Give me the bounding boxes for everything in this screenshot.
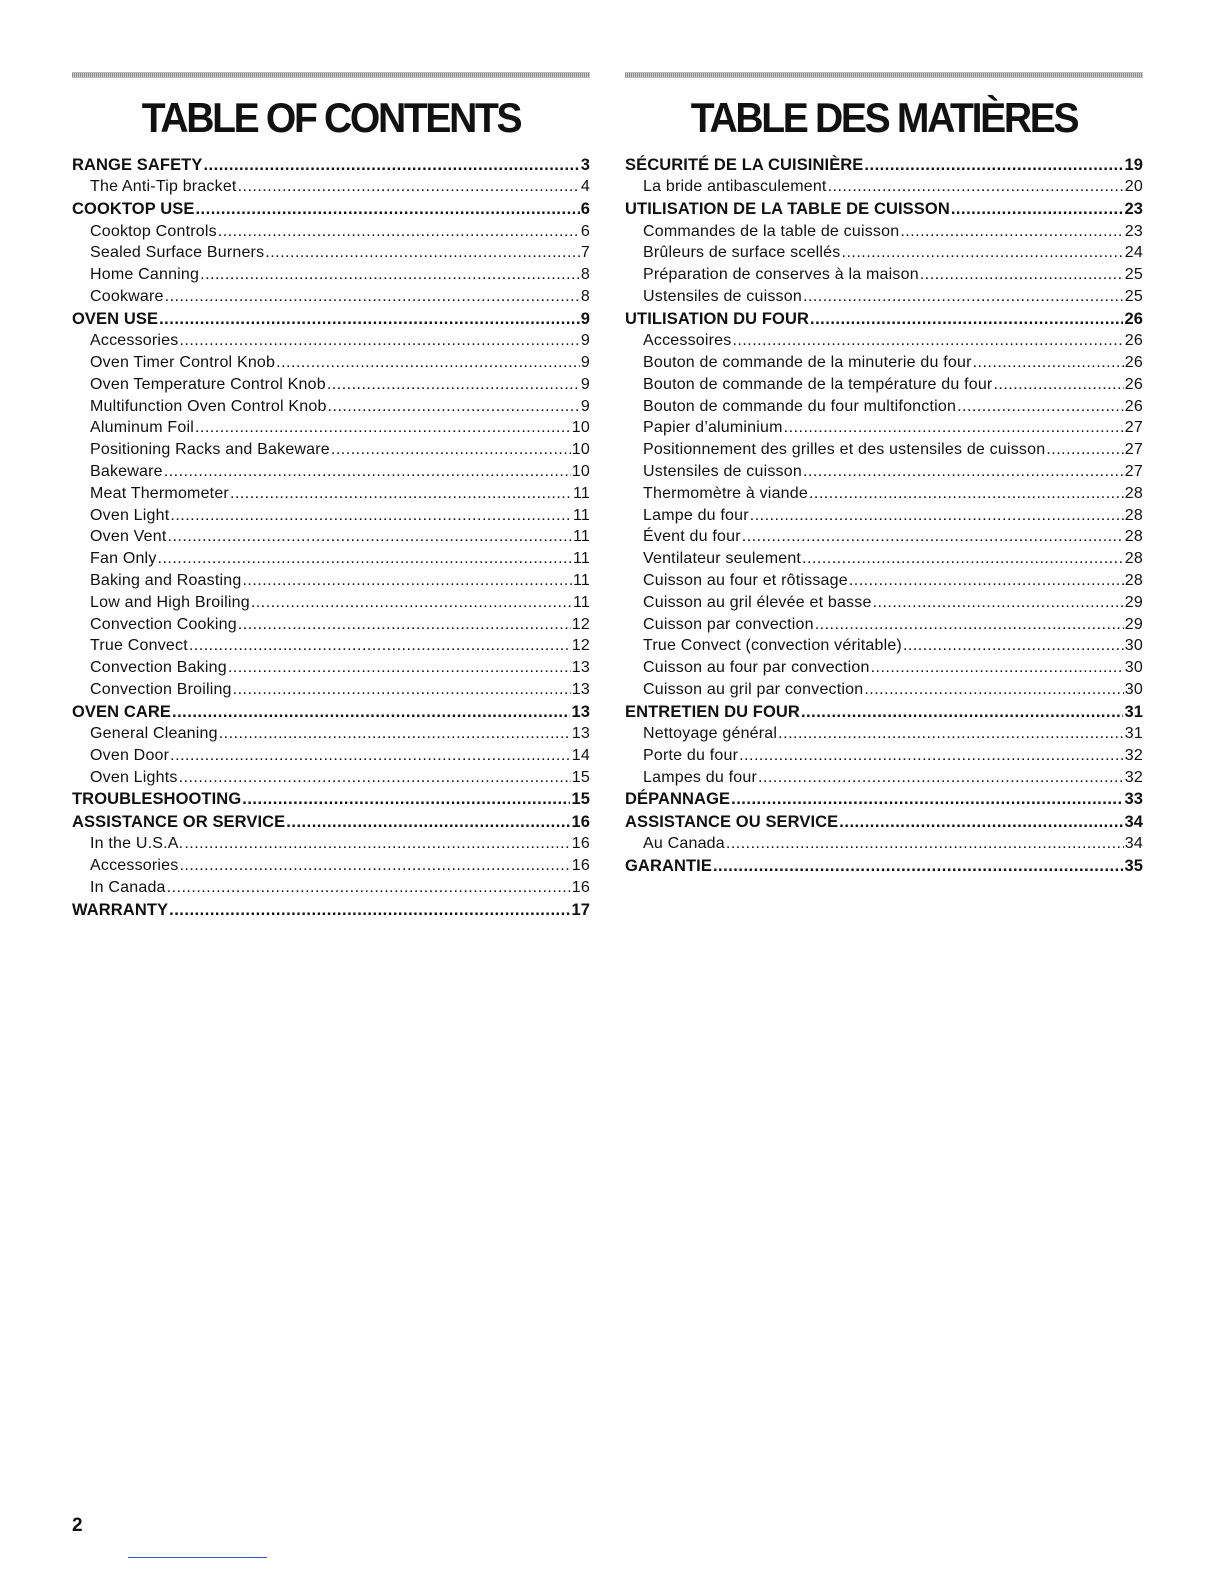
dot-leader: [233, 679, 571, 701]
toc-entry-page: 9: [580, 397, 590, 415]
toc-entry-page: 13: [571, 725, 590, 743]
dot-leader: [169, 899, 570, 921]
toc-entry-label: Convection Cooking: [90, 615, 237, 633]
toc-subsection-entry[interactable]: [625, 526, 1143, 548]
toc-entry-label: RANGE SAFETY: [72, 156, 203, 174]
dot-leader: [172, 701, 570, 723]
toc-entry-page: 8: [580, 266, 590, 284]
toc-section-entry[interactable]: [72, 811, 590, 833]
dot-leader: [228, 657, 571, 679]
toc-entry-label: Convection Broiling: [90, 680, 232, 698]
dot-leader: [331, 439, 571, 461]
toc-entry-label: Sealed Surface Burners: [90, 244, 265, 262]
dot-leader: [195, 198, 579, 220]
dot-leader: [750, 505, 1124, 527]
toc-subsection-entry[interactable]: [625, 570, 1143, 592]
dot-leader: [327, 374, 580, 396]
toc-entry-label: Positioning Racks and Bakeware: [90, 441, 330, 459]
toc-entry-page: 11: [572, 506, 590, 524]
toc-entry-page: 10: [571, 441, 590, 459]
toc-entry-page: 9: [580, 309, 590, 328]
toc-subsection-entry[interactable]: [72, 286, 590, 308]
toc-entry-page: 10: [571, 462, 590, 480]
toc-subsection-entry[interactable]: [72, 461, 590, 483]
toc-entry-page: 34: [1124, 812, 1143, 831]
header-rule: [625, 72, 1143, 78]
toc-section-entry[interactable]: [72, 899, 590, 921]
toc-entry-page: 11: [572, 571, 590, 589]
toc-subsection-entry[interactable]: [72, 570, 590, 592]
toc-subsection-entry[interactable]: [72, 767, 590, 789]
dot-leader: [251, 592, 572, 614]
dot-leader: [238, 614, 571, 636]
toc-entry-label: Oven Lights: [90, 768, 178, 786]
toc-entry-label: TROUBLESHOOTING: [72, 790, 242, 809]
dot-leader: [801, 701, 1123, 723]
toc-entry-label: Évent du four: [643, 528, 741, 546]
toc-entry-label: The Anti-Tip bracket: [90, 178, 237, 196]
toc-entry-page: 11: [572, 593, 590, 611]
toc-entry-label: Cuisson au four par convection: [643, 659, 870, 677]
toc-subsection-entry[interactable]: [625, 505, 1143, 527]
toc-entry-page: 31: [1124, 725, 1143, 743]
toc-entry-label: ASSISTANCE OR SERVICE: [72, 812, 286, 831]
toc-subsection-entry[interactable]: [625, 286, 1143, 308]
toc-entry-page: 28: [1124, 550, 1143, 568]
dot-leader: [242, 570, 572, 592]
dot-leader: [159, 308, 580, 330]
toc-entry-page: 3: [580, 156, 590, 174]
toc-section-entry[interactable]: [72, 154, 590, 176]
toc-entry-label: Brûleurs de surface scellés: [643, 244, 841, 262]
toc-entry-label: Lampes du four: [643, 768, 757, 786]
toc-entry-page: 25: [1124, 266, 1143, 284]
toc-subsection-entry[interactable]: [625, 548, 1143, 570]
dot-leader: [903, 635, 1124, 657]
dot-leader: [951, 198, 1124, 220]
dot-leader: [742, 526, 1124, 548]
dot-leader: [803, 461, 1124, 483]
toc-subsection-entry[interactable]: [625, 635, 1143, 657]
toc-section-entry[interactable]: [72, 701, 590, 723]
toc-entry-label: Cooktop Controls: [90, 222, 217, 240]
toc-subsection-entry[interactable]: [625, 657, 1143, 679]
toc-subsection-entry[interactable]: [625, 396, 1143, 418]
dot-leader: [802, 548, 1124, 570]
dot-leader: [200, 264, 580, 286]
toc-subsection-entry[interactable]: [625, 374, 1143, 396]
toc-french-list: [625, 154, 1143, 877]
toc-entry-page: 16: [571, 878, 590, 896]
toc-entry-page: 26: [1124, 375, 1143, 393]
dot-leader: [179, 330, 579, 352]
toc-entry-page: 16: [571, 857, 590, 875]
dot-leader: [195, 417, 571, 439]
dot-leader: [803, 286, 1124, 308]
toc-entry-label: True Convect (convection véritable): [643, 637, 902, 655]
toc-entry-page: 34: [1124, 835, 1143, 853]
toc-entry-label: Multifunction Oven Control Knob: [90, 397, 327, 415]
toc-entry-label: Bouton de commande de la température du four: [643, 375, 993, 393]
toc-entry-page: 12: [571, 615, 590, 633]
toc-entry-page: 29: [1124, 615, 1143, 633]
dot-leader: [242, 788, 570, 810]
toc-entry-label: Oven Light: [90, 506, 170, 524]
toc-entry-label: Cuisson au gril élevée et basse: [643, 593, 872, 611]
dot-leader: [203, 154, 579, 176]
dot-leader: [230, 483, 572, 505]
dot-leader: [809, 483, 1124, 505]
toc-entry-label: Bakeware: [90, 462, 163, 480]
toc-entry-label: In Canada: [90, 878, 166, 896]
toc-entry-label: Lampe du four: [643, 506, 749, 524]
dot-leader: [778, 723, 1124, 745]
toc-entry-page: 26: [1124, 309, 1143, 328]
dot-leader: [170, 745, 571, 767]
toc-entry-label: Accessories: [90, 332, 179, 350]
toc-subsection-entry[interactable]: [625, 221, 1143, 243]
toc-entry-label: Papier d’aluminium: [643, 419, 783, 437]
toc-subsection-entry[interactable]: [72, 877, 590, 899]
toc-entry-label: GARANTIE: [625, 857, 712, 876]
toc-subsection-entry[interactable]: [625, 461, 1143, 483]
toc-entry-page: 13: [571, 659, 590, 677]
toc-subsection-entry[interactable]: [625, 592, 1143, 614]
dot-leader: [328, 396, 580, 418]
toc-entry-label: Bouton de commande de la minuterie du four: [643, 353, 972, 371]
toc-entry-label: Oven Vent: [90, 528, 167, 546]
toc-entry-label: Home Canning: [90, 266, 200, 284]
dot-leader: [170, 505, 572, 527]
toc-subsection-entry[interactable]: [72, 330, 590, 352]
toc-entry-label: DÉPANNAGE: [625, 790, 731, 809]
dot-leader: [168, 526, 572, 548]
dot-leader: [286, 811, 570, 833]
toc-entry-page: 14: [571, 746, 590, 764]
toc-entry-page: 30: [1124, 659, 1143, 677]
toc-entry-page: 4: [580, 178, 590, 196]
toc-subsection-entry[interactable]: [625, 264, 1143, 286]
toc-subsection-entry[interactable]: [625, 833, 1143, 855]
toc-entry-label: Commandes de la table de cuisson: [643, 222, 900, 240]
toc-entry-page: 27: [1124, 462, 1143, 480]
toc-subsection-entry[interactable]: [625, 417, 1143, 439]
toc-entry-label: UTILISATION DU FOUR: [625, 309, 809, 328]
toc-section-entry[interactable]: [625, 308, 1143, 330]
dot-leader: [973, 352, 1124, 374]
toc-entry-label: ENTRETIEN DU FOUR: [625, 702, 800, 721]
toc-entry-label: SÉCURITÉ DE LA CUISINIÈRE: [625, 156, 864, 174]
toc-entry-page: 8: [580, 287, 590, 305]
toc-entry-page: 15: [571, 768, 590, 786]
toc-entry-page: 16: [571, 835, 590, 853]
toc-entry-label: Au Canada: [643, 835, 725, 853]
toc-entry-page: 26: [1124, 332, 1143, 350]
dot-leader: [900, 221, 1123, 243]
toc-subsection-entry[interactable]: [72, 417, 590, 439]
toc-entry-page: 13: [571, 702, 590, 721]
dot-leader: [864, 154, 1123, 176]
toc-entry-page: 28: [1124, 528, 1143, 546]
toc-entry-label: Cuisson au four et rôtissage: [643, 571, 848, 589]
toc-subsection-entry[interactable]: [625, 176, 1143, 198]
dot-leader: [828, 176, 1124, 198]
toc-entry-page: 29: [1124, 593, 1143, 611]
dot-leader: [219, 723, 571, 745]
toc-section-entry[interactable]: [72, 308, 590, 330]
dot-leader: [849, 570, 1124, 592]
dot-leader: [189, 635, 571, 657]
toc-entry-page: 17: [571, 900, 590, 919]
toc-entry-page: 11: [572, 528, 590, 546]
toc-subsection-entry[interactable]: [625, 439, 1143, 461]
dot-leader: [839, 811, 1123, 833]
dot-leader: [726, 833, 1124, 855]
dot-leader: [873, 592, 1124, 614]
toc-entry-label: Convection Baking: [90, 659, 227, 677]
dot-leader: [784, 417, 1124, 439]
dot-leader: [179, 767, 571, 789]
toc-subsection-entry[interactable]: [72, 439, 590, 461]
toc-entry-label: Porte du four: [643, 746, 739, 764]
toc-entry-page: 9: [580, 353, 590, 371]
toc-subsection-entry[interactable]: [625, 745, 1143, 767]
toc-entry-page: 19: [1124, 156, 1143, 174]
toc-subsection-entry[interactable]: [72, 176, 590, 198]
toc-entry-label: Accessoires: [643, 332, 732, 350]
toc-entry-page: 9: [580, 375, 590, 393]
toc-entry-page: 30: [1124, 680, 1143, 698]
toc-subsection-entry[interactable]: [625, 483, 1143, 505]
toc-subsection-entry[interactable]: [72, 374, 590, 396]
toc-entry-page: 28: [1124, 506, 1143, 524]
toc-entry-page: 20: [1124, 178, 1143, 196]
dot-leader: [238, 176, 580, 198]
toc-section-entry[interactable]: [625, 198, 1143, 220]
dot-leader: [758, 767, 1124, 789]
toc-entry-label: WARRANTY: [72, 900, 169, 919]
toc-french-title: TABLE DES MATIÈRES: [690, 94, 1078, 141]
page-number: 2: [72, 1515, 83, 1536]
header-rule: [72, 72, 590, 78]
dot-leader: [276, 352, 580, 374]
toc-entry-label: Meat Thermometer: [90, 484, 229, 502]
dot-leader: [731, 788, 1123, 810]
toc-entry-page: 25: [1124, 287, 1143, 305]
toc-subsection-entry[interactable]: [72, 396, 590, 418]
dot-leader: [218, 221, 580, 243]
toc-subsection-entry[interactable]: [72, 635, 590, 657]
toc-entry-label: Accessories: [90, 857, 179, 875]
toc-entry-page: 13: [571, 680, 590, 698]
toc-section-entry[interactable]: [625, 855, 1143, 877]
toc-subsection-entry[interactable]: [72, 505, 590, 527]
toc-subsection-entry[interactable]: [72, 221, 590, 243]
toc-entry-label: Ustensiles de cuisson: [643, 462, 802, 480]
toc-entry-page: 7: [580, 244, 590, 262]
toc-subsection-entry[interactable]: [72, 526, 590, 548]
toc-entry-label: Cookware: [90, 287, 164, 305]
dot-leader: [864, 679, 1123, 701]
toc-entry-page: 35: [1124, 857, 1143, 876]
toc-subsection-entry[interactable]: [72, 548, 590, 570]
dot-leader: [739, 745, 1124, 767]
dot-leader: [732, 330, 1123, 352]
toc-entry-label: Ventilateur seulement: [643, 550, 802, 568]
toc-entry-label: OVEN USE: [72, 309, 159, 328]
toc-entry-page: 10: [571, 419, 590, 437]
toc-subsection-entry[interactable]: [625, 242, 1143, 264]
toc-entry-label: Bouton de commande du four multifonction: [643, 397, 957, 415]
toc-entry-label: Baking and Roasting: [90, 571, 242, 589]
toc-english-list: [72, 154, 590, 921]
toc-entry-page: 12: [571, 637, 590, 655]
toc-subsection-entry[interactable]: [625, 352, 1143, 374]
dot-leader: [165, 286, 580, 308]
toc-entry-label: Low and High Broiling: [90, 593, 250, 611]
toc-entry-page: 23: [1124, 200, 1143, 219]
toc-entry-page: 27: [1124, 441, 1143, 459]
dot-leader: [158, 548, 572, 570]
dot-leader: [842, 242, 1124, 264]
toc-subsection-entry[interactable]: [72, 592, 590, 614]
toc-subsection-entry[interactable]: [72, 833, 590, 855]
toc-subsection-entry[interactable]: [625, 614, 1143, 636]
toc-entry-label: Oven Timer Control Knob: [90, 353, 276, 371]
toc-subsection-entry[interactable]: [72, 352, 590, 374]
dot-leader: [920, 264, 1124, 286]
toc-entry-page: 23: [1124, 222, 1143, 240]
toc-entry-page: 31: [1124, 702, 1143, 721]
toc-entry-page: 11: [572, 550, 590, 568]
toc-subsection-entry[interactable]: [625, 723, 1143, 745]
toc-subsection-entry[interactable]: [72, 745, 590, 767]
dot-leader: [179, 855, 570, 877]
dot-leader: [815, 614, 1124, 636]
toc-subsection-entry[interactable]: [72, 723, 590, 745]
toc-entry-label: Cuisson par convection: [643, 615, 814, 633]
toc-entry-page: 6: [580, 200, 590, 219]
toc-english-column: [72, 72, 590, 921]
toc-subsection-entry[interactable]: [625, 767, 1143, 789]
dot-leader: [871, 657, 1124, 679]
dot-leader: [164, 461, 571, 483]
toc-section-entry[interactable]: [625, 788, 1143, 810]
toc-entry-label: Cuisson au gril par convection: [643, 680, 864, 698]
toc-subsection-entry[interactable]: [625, 330, 1143, 352]
toc-subsection-entry[interactable]: [72, 242, 590, 264]
toc-entry-page: 33: [1124, 790, 1143, 809]
toc-entry-label: Aluminum Foil: [90, 419, 194, 437]
toc-entry-label: UTILISATION DE LA TABLE DE CUISSON: [625, 200, 950, 219]
toc-entry-page: 16: [571, 812, 590, 831]
dot-leader: [1046, 439, 1123, 461]
toc-entry-label: True Convect: [90, 637, 188, 655]
toc-entry-label: OVEN CARE: [72, 702, 171, 721]
toc-entry-label: Ustensiles de cuisson: [643, 287, 802, 305]
toc-section-entry[interactable]: [625, 154, 1143, 176]
dot-leader: [167, 877, 571, 899]
toc-subsection-entry[interactable]: [72, 264, 590, 286]
toc-entry-page: 11: [572, 484, 590, 502]
toc-entry-page: 26: [1124, 397, 1143, 415]
dot-leader: [993, 374, 1123, 396]
toc-entry-label: General Cleaning: [90, 725, 218, 743]
toc-entry-page: 9: [580, 332, 590, 350]
toc-subsection-entry[interactable]: [72, 614, 590, 636]
toc-section-entry[interactable]: [72, 198, 590, 220]
dot-leader: [184, 833, 570, 855]
toc-entry-label: Oven Temperature Control Knob: [90, 375, 326, 393]
toc-entry-label: Positionnement des grilles et des ustensiles de cuisson: [643, 441, 1046, 459]
toc-subsection-entry[interactable]: [72, 657, 590, 679]
toc-entry-page: 24: [1124, 244, 1143, 262]
toc-entry-label: COOKTOP USE: [72, 200, 195, 219]
toc-english-title: TABLE OF CONTENTS: [141, 94, 521, 141]
dot-leader: [957, 396, 1124, 418]
toc-entry-label: Fan Only: [90, 550, 157, 568]
toc-entry-label: Nettoyage général: [643, 725, 778, 743]
toc-entry-page: 32: [1124, 746, 1143, 764]
toc-entry-page: 26: [1124, 353, 1143, 371]
toc-entry-page: 27: [1124, 419, 1143, 437]
dot-leader: [713, 855, 1123, 877]
toc-entry-page: 6: [580, 222, 590, 240]
toc-entry-page: 30: [1124, 637, 1143, 655]
toc-entry-page: 15: [571, 790, 590, 809]
toc-entry-label: Préparation de conserves à la maison: [643, 266, 919, 284]
toc-entry-label: ASSISTANCE OU SERVICE: [625, 812, 839, 831]
dot-leader: [265, 242, 580, 264]
dot-leader: [810, 308, 1123, 330]
toc-entry-page: 32: [1124, 768, 1143, 786]
toc-french-column: [625, 72, 1143, 877]
footer-line: [128, 1557, 267, 1558]
toc-section-entry[interactable]: [625, 701, 1143, 723]
toc-subsection-entry[interactable]: [72, 679, 590, 701]
toc-entry-page: 28: [1124, 571, 1143, 589]
toc-entry-label: La bride antibasculement: [643, 178, 827, 196]
toc-entry-label: Oven Door: [90, 746, 170, 764]
toc-subsection-entry[interactable]: [72, 855, 590, 877]
toc-subsection-entry[interactable]: [625, 679, 1143, 701]
toc-subsection-entry[interactable]: [72, 483, 590, 505]
toc-section-entry[interactable]: [625, 811, 1143, 833]
toc-entry-label: In the U.S.A.: [90, 835, 184, 853]
toc-entry-page: 28: [1124, 484, 1143, 502]
toc-section-entry[interactable]: [72, 788, 590, 810]
toc-entry-label: Thermomètre à viande: [643, 484, 808, 502]
